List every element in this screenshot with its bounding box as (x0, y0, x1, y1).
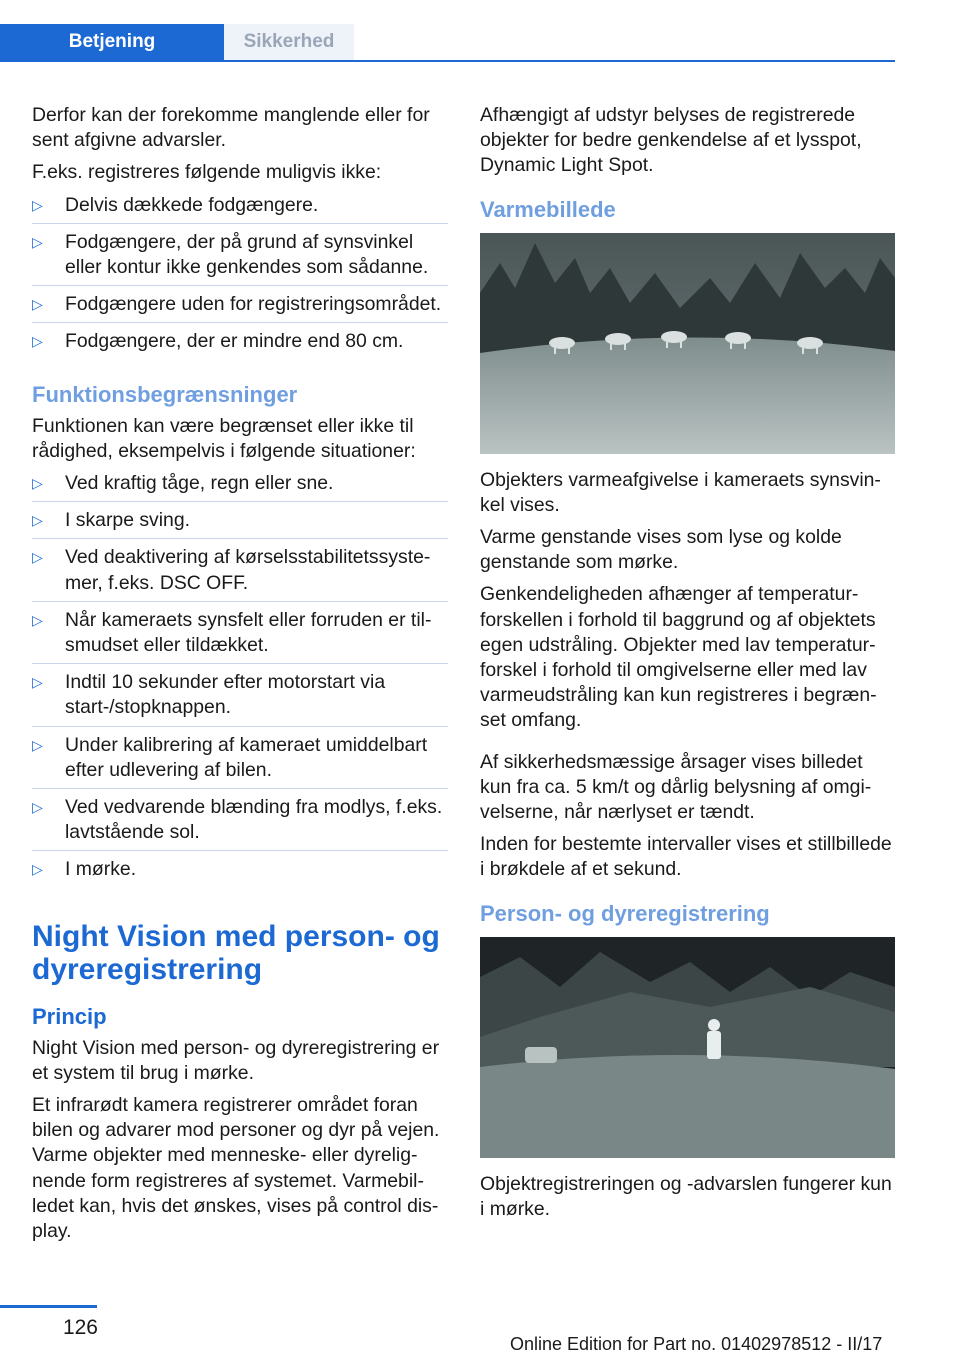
paragraph: Varme genstande vises som lyse og kolde genstande som mørke. (480, 526, 842, 574)
paragraph: F.eks. registreres følgende muligvis ikke: (32, 161, 382, 184)
triangle-bullet-icon: ▷ (32, 549, 43, 566)
triangle-bullet-icon: ▷ (32, 475, 43, 492)
triangle-bullet-icon: ▷ (32, 799, 43, 816)
section-heading: Person- og dyreregistrering (480, 900, 770, 926)
page-number: 126 (62, 1316, 98, 1339)
list-item: ▷ Delvis dækkede fodgængere. (32, 193, 448, 224)
thermal-image-animals (480, 233, 895, 454)
list-item: ▷ Fodgængere, der er mindre end 80 cm. (32, 329, 448, 359)
list-item: ▷ Ved kraftig tåge, regn eller sne. (32, 471, 448, 502)
bullet-list (32, 193, 448, 360)
paragraph: Inden for bestemte intervaller vises et stillbillede i brøkdele af et sekund. (480, 833, 892, 881)
paragraph: Af sikkerhedsmæssige årsager vises billedet kun fra ca. 5 km/t og dårlig belysning af omgivelserne, når nærlyset er tændt. (480, 750, 872, 824)
list-item: ▷ I skarpe sving. (32, 508, 448, 539)
right-column (480, 103, 896, 1229)
list-item: ▷ I mørke. (32, 857, 448, 887)
header-divider (0, 60, 895, 62)
paragraph: Funktionen kan være begrænset eller ikke til rådighed, eksempelvis i følgende situationer: (32, 414, 416, 462)
header-tabs (0, 24, 895, 62)
footer-divider (0, 1305, 97, 1308)
tab-sikkerhed[interactable]: Sikkerhed (224, 24, 354, 60)
list-item: ▷ Fodgængere uden for registreringsområdet. (32, 292, 448, 323)
bullet-list (32, 471, 448, 888)
triangle-bullet-icon: ▷ (32, 333, 43, 350)
list-item: ▷ Ved deaktivering af kørselsstabilitetssystemer, f.eks. DSC OFF. (32, 545, 448, 601)
triangle-bullet-icon: ▷ (32, 611, 43, 628)
left-column (32, 103, 448, 1251)
paragraph: Objektregistreringen og -advarslen fungerer kun i mørke. (480, 1172, 892, 1220)
paragraph: Derfor kan der forekomme manglende eller for sent afgivne advarsler. (32, 104, 430, 152)
list-item: ▷ Indtil 10 sekunder efter motorstart via start-/stopknappen. (32, 670, 448, 726)
edition-text: Online Edition for Part no. 01402978512 - II/17 (510, 1334, 883, 1354)
triangle-bullet-icon: ▷ (32, 233, 43, 250)
paragraph: Afhængigt af udstyr belyses de registrerede objekter for bedre genkendelse af et lysspot, Dynamic Light Spot. (480, 104, 862, 177)
list-item: ▷ Ved vedvarende blænding fra modlys, f.eks. lavtstående sol. (32, 795, 448, 851)
triangle-bullet-icon: ▷ (32, 196, 43, 213)
paragraph: Objekters varmeafgivelse i kameraets synsvinkel vises. (480, 468, 881, 516)
tab-betjening[interactable]: Betjening (0, 24, 224, 60)
chapter-heading: Night Vision med person- og dyreregistrering (32, 919, 440, 986)
triangle-bullet-icon: ▷ (32, 296, 43, 313)
triangle-bullet-icon: ▷ (32, 674, 43, 691)
paragraph: Et infrarødt kamera registrerer området foran bilen og advarer mod personer og dyr på vejen. Varme objekter med menneske- eller dyrelignende form registreres af systemet. Varmebilledet kan, hvis det ønskes, vises på control display. (32, 1094, 440, 1243)
paragraph: Genkendeligheden afhænger af temperaturforskellen i forhold til baggrund og af objektets egen udstråling. Objekter med lav temperaturforskel i forhold til omgivelserne eller med lav varmeudstråling kan kun registreres i begrænset omfang. (480, 583, 877, 732)
list-item: ▷ Når kameraets synsfelt eller forruden er tilsmudset eller tildækket. (32, 608, 448, 664)
section-heading: Princip (32, 1003, 107, 1029)
section-heading: Varmebillede (480, 196, 616, 222)
triangle-bullet-icon: ▷ (32, 861, 43, 878)
triangle-bullet-icon: ▷ (32, 736, 43, 753)
list-item: ▷ Under kalibrering af kameraet umiddelbart efter udlevering af bilen. (32, 733, 448, 789)
paragraph: Night Vision med person- og dyreregistrering er et system til brug i mørke. (32, 1036, 440, 1084)
triangle-bullet-icon: ▷ (32, 512, 43, 529)
list-item: ▷ Fodgængere, der på grund af synsvinkel eller kontur ikke genkendes som sådanne. (32, 230, 448, 286)
thermal-image-pedestrian (480, 937, 895, 1158)
section-heading: Funktionsbegrænsninger (32, 381, 298, 407)
